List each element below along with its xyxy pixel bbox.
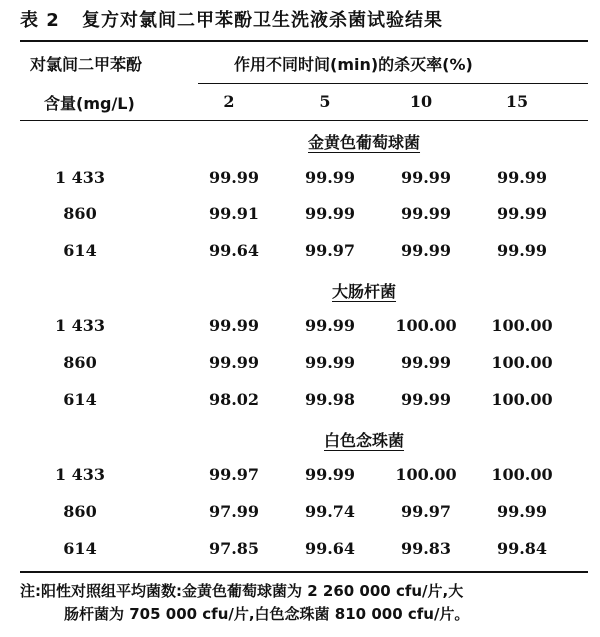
- header-rule: [20, 120, 588, 121]
- value-cell: 99.99: [496, 502, 548, 521]
- value-cell: 99.99: [496, 204, 548, 223]
- value-cell: 99.99: [400, 204, 452, 223]
- value-cell: 99.99: [208, 353, 260, 372]
- value-cell: 99.74: [304, 502, 356, 521]
- top-rule: [20, 40, 588, 42]
- table-row: [0, 465, 600, 489]
- value-cell: 97.99: [208, 502, 260, 521]
- column-header-time: 15: [505, 92, 529, 111]
- value-cell: 99.97: [400, 502, 452, 521]
- value-cell: 99.99: [496, 168, 548, 187]
- content-cell: 614: [63, 539, 97, 558]
- column-header-time: 10: [409, 92, 433, 111]
- row-header-line2: 含量(mg/L): [44, 94, 135, 113]
- value-cell: 99.97: [304, 241, 356, 260]
- header-span-rule: [198, 83, 588, 84]
- column-span-header: 作用不同时间(min)的杀灭率(%): [234, 55, 473, 74]
- table-row: [0, 353, 600, 377]
- content-cell: 860: [63, 204, 97, 223]
- value-cell: 99.98: [304, 390, 356, 409]
- group-title: 金黄色葡萄球菌: [308, 133, 421, 152]
- value-cell: 100.00: [491, 353, 553, 372]
- value-cell: 99.99: [304, 465, 356, 484]
- content-cell: 860: [63, 353, 97, 372]
- value-cell: 99.97: [208, 465, 260, 484]
- bottom-rule: [20, 571, 588, 573]
- table-row: [0, 390, 600, 414]
- footnote-line2: 肠杆菌为 705 000 cfu/片,白色念珠菌 810 000 cfu/片。: [64, 605, 470, 623]
- table-row: [0, 316, 600, 340]
- value-cell: 100.00: [395, 316, 457, 335]
- value-cell: 99.99: [304, 168, 356, 187]
- value-cell: 99.99: [304, 353, 356, 372]
- value-cell: 99.99: [304, 316, 356, 335]
- value-cell: 99.99: [400, 353, 452, 372]
- value-cell: 99.99: [400, 390, 452, 409]
- table-row: [0, 241, 600, 265]
- table-row: [0, 539, 600, 563]
- value-cell: 100.00: [395, 465, 457, 484]
- table-row: [0, 168, 600, 192]
- column-header-time: 5: [319, 92, 331, 111]
- value-cell: 99.99: [208, 168, 260, 187]
- value-cell: 99.91: [208, 204, 260, 223]
- value-cell: 99.83: [400, 539, 452, 558]
- table-row: [0, 502, 600, 526]
- value-cell: 97.85: [208, 539, 260, 558]
- table-caption: [20, 6, 590, 32]
- content-cell: 1 433: [54, 168, 106, 187]
- value-cell: 99.64: [304, 539, 356, 558]
- content-cell: 1 433: [54, 316, 106, 335]
- row-header-line1: 对氯间二甲苯酚: [30, 55, 143, 74]
- group-title: 大肠杆菌: [332, 282, 397, 301]
- value-cell: 99.99: [208, 316, 260, 335]
- value-cell: 99.99: [304, 204, 356, 223]
- value-cell: 100.00: [491, 390, 553, 409]
- content-cell: 614: [63, 390, 97, 409]
- value-cell: 98.02: [208, 390, 260, 409]
- table-id: 表 2: [20, 10, 60, 31]
- value-cell: 99.84: [496, 539, 548, 558]
- value-cell: 100.00: [491, 465, 553, 484]
- value-cell: 99.99: [496, 241, 548, 260]
- group-title: 白色念珠菌: [324, 431, 405, 450]
- value-cell: 99.64: [208, 241, 260, 260]
- table-title: 复方对氯间二甲苯酚卫生洗液杀菌试验结果: [82, 10, 443, 31]
- value-cell: 99.99: [400, 168, 452, 187]
- content-cell: 860: [63, 502, 97, 521]
- value-cell: 100.00: [491, 316, 553, 335]
- content-cell: 1 433: [54, 465, 106, 484]
- table-row: [0, 204, 600, 228]
- footnote-line1: 注:阳性对照组平均菌数:金黄色葡萄球菌为 2 260 000 cfu/片,大: [20, 582, 464, 600]
- content-cell: 614: [63, 241, 97, 260]
- table-footnote: [20, 580, 595, 626]
- value-cell: 99.99: [400, 241, 452, 260]
- column-header-time: 2: [223, 92, 235, 111]
